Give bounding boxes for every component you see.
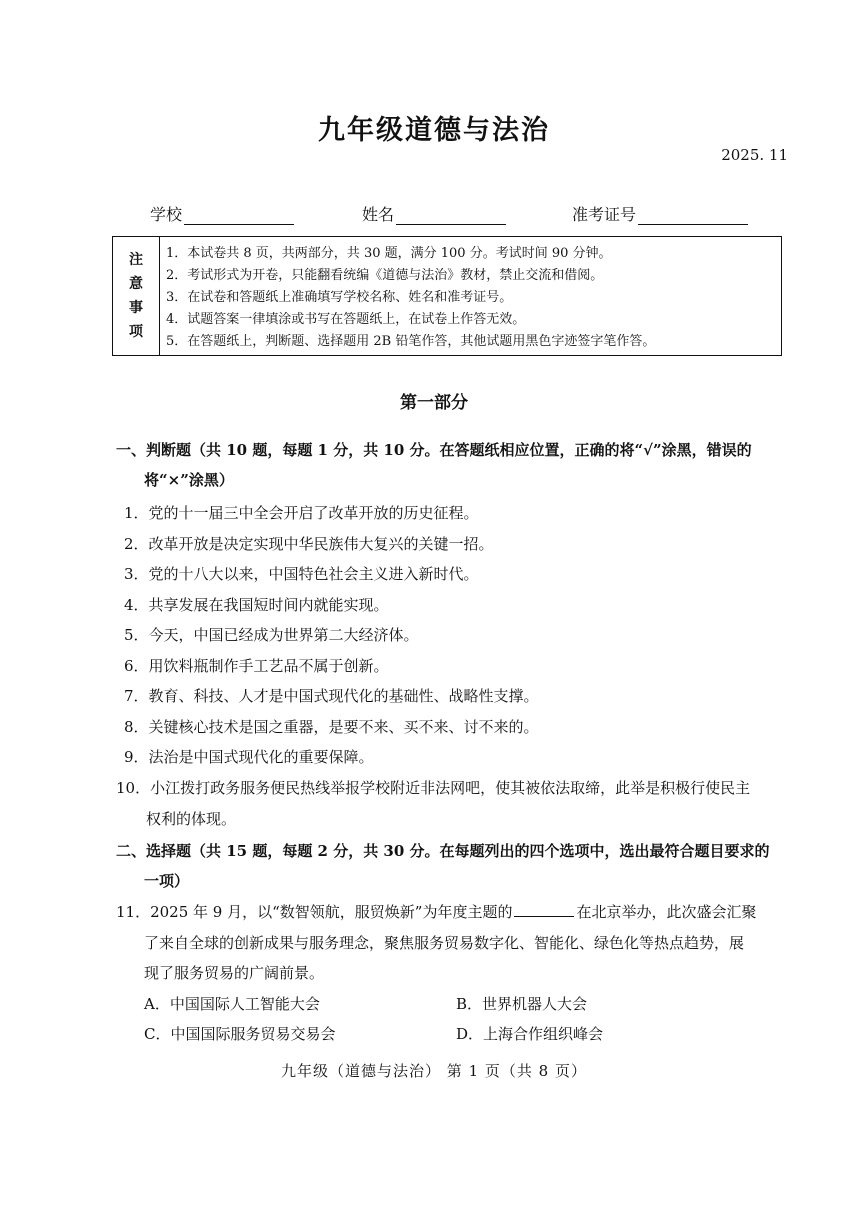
notice-item: 4．试题答案一律填涂或书写在答题纸上，在试卷上作答无效。	[166, 312, 526, 327]
option-b: B．世界机器人大会	[456, 994, 588, 1013]
notice-item: 5．在答题纸上，判断题、选择题用 2B 铅笔作答，其他试题用黑色字迹签字笔作答。	[166, 334, 656, 349]
judgment-list	[124, 498, 784, 773]
notice-item: 1．本试卷共 8 页，共两部分，共 30 题，满分 100 分。考试时间 90 分钟。	[166, 246, 612, 261]
judgment-item: 7．教育、科技、人才是中国式现代化的基础性、战略性支撑。	[124, 687, 539, 705]
options-row-2	[116, 1019, 784, 1050]
judgment-item: 6．用饮料瓶制作手工艺品不属于创新。	[124, 656, 389, 675]
question-11: 11．2025 年 9 月，以“数智领航，服贸焕新”为年度主题的 在北京举办，此次盛会汇聚 了来自全球的创新成果与服务理念，聚焦服务贸易数字化、智能化、绿色化等热点趋势，展 现了服务贸易的广阔前景。 A．中国国际人工智能大会 B．世界机器人大会 C．中国国际服务贸易交易会 D．上海合作组织峰会	[116, 897, 784, 1050]
name-blank[interactable]	[396, 208, 506, 225]
section1-heading: 一、判断题（共 10 题，每题 1 分，共 10 分。在答题纸相应位置，正确的将“√”涂黑，错误的 将“×”涂黑）	[116, 441, 752, 489]
section2-heading: 二、选择题（共 15 题，每题 2 分，共 30 分。在每题列出的四个选项中，选出最符合题目要求的 一项）	[116, 842, 770, 890]
notice-label: 注 意 事 项	[113, 237, 160, 355]
name-label: 姓名	[362, 205, 395, 224]
exam-id-label: 准考证号	[572, 205, 637, 224]
notice-item: 3．在试卷和答题纸上准确填写学校名称、姓名和准考证号。	[166, 290, 513, 305]
notice-box	[112, 236, 782, 356]
answer-blank	[514, 902, 574, 917]
judgment-item: 8．关键核心技术是国之重器，是要不来、买不来、讨不来的。	[124, 717, 539, 736]
question-10: 10．小江拨打政务服务便民热线举报学校附近非法网吧，使其被依法取缔，此举是积极行使民主 权利的体现。	[116, 779, 751, 828]
school-field[interactable]	[150, 202, 294, 225]
option-c: C．中国国际服务贸易交易会	[144, 1025, 336, 1043]
judgment-item: 1．党的十一届三中全会开启了改革开放的历史征程。	[124, 504, 479, 522]
notice-items	[160, 237, 655, 355]
options-row-1	[116, 989, 784, 1020]
judgment-item: 9．法治是中国式现代化的重要保障。	[124, 748, 374, 766]
page-footer: 九年级（道德与法治） 第 1 页（共 8 页）	[281, 1062, 587, 1080]
judgment-item: 3．党的十八大以来，中国特色社会主义进入新时代。	[124, 565, 479, 583]
exam-date: 2025. 11	[721, 146, 788, 164]
option-a: A．中国国际人工智能大会	[144, 994, 320, 1013]
part-title: 第一部分	[400, 393, 468, 413]
name-field[interactable]	[362, 202, 506, 225]
option-d: D．上海合作组织峰会	[456, 1025, 604, 1043]
exam-id-field[interactable]	[572, 202, 748, 225]
notice-item: 2．考试形式为开卷，只能翻看统编《道德与法治》教材，禁止交流和借阅。	[166, 268, 604, 283]
school-blank[interactable]	[184, 208, 294, 225]
judgment-item: 4．共享发展在我国短时间内就能实现。	[124, 595, 389, 614]
judgment-item: 5．今天，中国已经成为世界第二大经济体。	[124, 626, 419, 644]
school-label: 学校	[150, 205, 183, 224]
judgment-item: 2．改革开放是决定实现中华民族伟大复兴的关键一招。	[124, 534, 494, 553]
page-title: 九年级道德与法治	[318, 115, 550, 146]
exam-id-blank[interactable]	[638, 208, 748, 225]
